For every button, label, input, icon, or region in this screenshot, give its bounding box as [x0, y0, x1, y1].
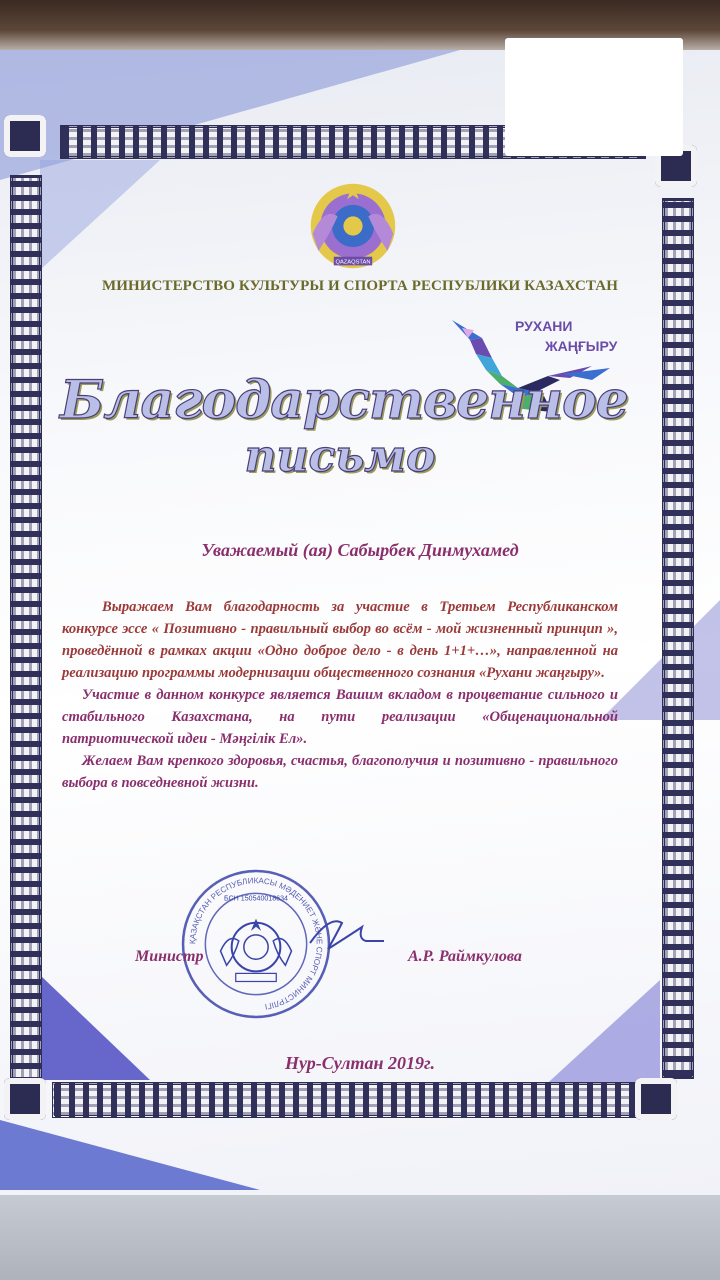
ministry-name: МИНИСТЕРСТВО КУЛЬТУРЫ И СПОРТА РЕСПУБЛИКИ КАЗАХСТАН — [101, 278, 618, 294]
paragraph-1: Выражаем Вам благодарность за участие в Третьем Республиканском конкурсе эссе « Позитивно - правильный выбор во всём - мой жизненный принцип », проведённой в рамках акции «Одно доброе дело - в день 1+1+…», направленной на реализацию программы модернизации общественного сознания «Рухани жаңғыру». — [62, 599, 618, 681]
salutation: Уважаемый (ая) Сабырбек Динмухамед — [201, 540, 519, 560]
rukhani-line-2: ЖАҢҒЫРУ — [545, 338, 618, 354]
paragraph-2: Участие в данном конкурсе является Вашим вкладом в процветание сильного и стабильного Казахстана, на пути реализации «Общенациональной патриотической идеи - Мәңгілік Ел». — [62, 687, 618, 747]
title-line-2: письмо — [244, 431, 436, 482]
stamp-code: БСН 150540018634 — [224, 894, 288, 903]
decor-corner-bottom-left — [0, 1120, 260, 1190]
ornament-border-left — [10, 175, 42, 1086]
signature-role: Министр — [135, 948, 204, 965]
rukhani-logo-text — [515, 316, 625, 356]
kazakhstan-emblem-icon — [305, 178, 401, 274]
signer-name: А.Р. Раймкулова — [408, 948, 522, 965]
certificate-title — [60, 370, 628, 482]
ornament-knot-icon — [4, 1078, 46, 1120]
title-line-1: Благодарственное — [60, 370, 628, 431]
rukhani-line-1: РУХАНИ — [515, 318, 573, 334]
ornament-border-bottom — [52, 1082, 643, 1118]
signature-icon — [300, 905, 390, 955]
place-and-date: Нур-Султан 2019г. — [285, 1053, 435, 1073]
ornament-border-right — [662, 198, 694, 1079]
letter-body — [62, 596, 618, 794]
decor-right-wedge — [600, 600, 720, 720]
ornament-knot-icon — [635, 1078, 677, 1120]
stamp-ring-text: ҚАЗАҚСТАН РЕСПУБЛИКАСЫ МӘДЕНИЕТ ЖӘНЕ СПОРТ МИНИСТРЛІГІ — [188, 876, 324, 1012]
ornament-knot-icon — [4, 115, 46, 157]
decor-corner-top-left-inner — [40, 160, 160, 270]
redaction-sticker — [505, 38, 683, 156]
paragraph-3: Желаем Вам крепкого здоровья, счастья, благополучия и позитивно - правильного выбора в повседневной жизни. — [62, 753, 618, 791]
emblem-label: QAZAQSTAN — [335, 259, 371, 266]
photo-frame-bottom — [0, 1190, 720, 1280]
